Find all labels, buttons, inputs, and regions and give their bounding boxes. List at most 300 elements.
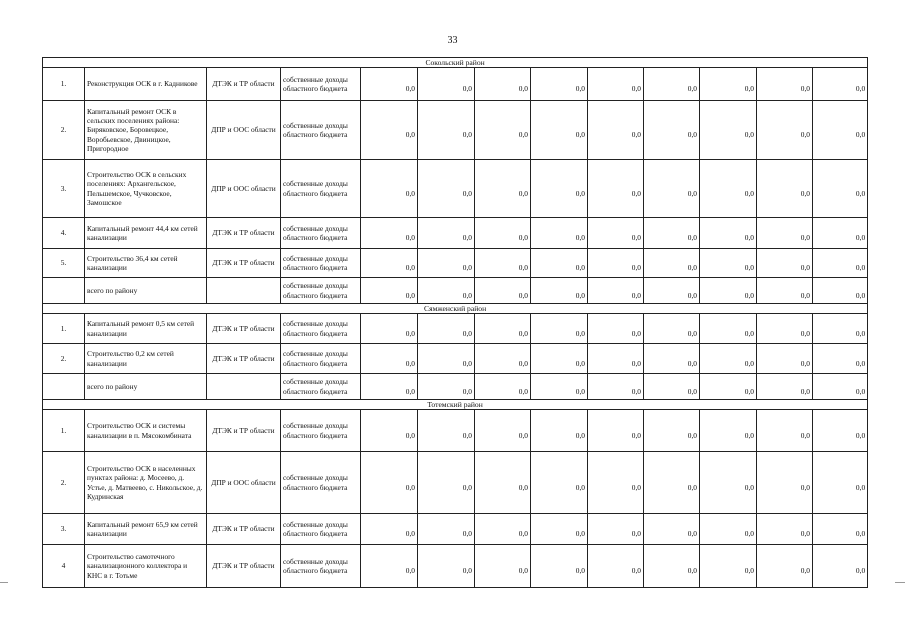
table-row (43, 249, 868, 278)
amount-value: 0,0 (800, 290, 810, 300)
amount-cell (700, 410, 757, 452)
amount-value: 0,0 (855, 358, 866, 368)
amount-cell (813, 545, 868, 588)
amount-value: 0,0 (575, 263, 585, 273)
amount-value: 0,0 (687, 482, 697, 492)
amount-value: 0,0 (855, 529, 866, 539)
amount-cell (700, 545, 757, 588)
funding-source: собственные доходы областного бюджета (281, 374, 361, 400)
measure-name: Капитальный ремонт 0,5 км сетей канализации (85, 314, 207, 344)
amount-value: 0,0 (687, 529, 697, 539)
amount-cell (588, 218, 644, 249)
amount-cell (813, 278, 868, 304)
amount-cell (475, 374, 531, 400)
amount-cell (757, 410, 813, 452)
amount-value: 0,0 (575, 566, 585, 576)
amount-cell (700, 218, 757, 249)
amount-cell (588, 344, 644, 374)
district-name: Тотемский район (43, 400, 868, 410)
amount-cell (644, 410, 700, 452)
amount-value: 0,0 (405, 430, 415, 440)
amount-cell (475, 101, 531, 160)
amount-value: 0,0 (855, 482, 866, 492)
amount-cell (588, 249, 644, 278)
amount-value: 0,0 (855, 430, 866, 440)
amount-cell (475, 68, 531, 101)
amount-value: 0,0 (631, 386, 641, 396)
amount-value: 0,0 (462, 328, 472, 338)
amount-value: 0,0 (405, 84, 415, 94)
executor (207, 374, 281, 400)
amount-cell (475, 410, 531, 452)
amount-cell (531, 344, 588, 374)
funding-source: собственные доходы областного бюджета (281, 278, 361, 304)
amount-cell (361, 218, 418, 249)
amount-value: 0,0 (405, 188, 415, 198)
amount-cell (757, 344, 813, 374)
page-number: 33 (447, 35, 458, 46)
amount-value: 0,0 (405, 358, 415, 368)
amount-value: 0,0 (518, 529, 528, 539)
amount-cell (757, 278, 813, 304)
amount-value: 0,0 (800, 482, 810, 492)
amount-cell (418, 314, 475, 344)
amount-cell (588, 68, 644, 101)
funding-source: собственные доходы областного бюджета (281, 101, 361, 160)
amount-value: 0,0 (462, 529, 472, 539)
row-number: 2. (43, 452, 85, 514)
amount-value: 0,0 (744, 529, 754, 539)
amount-value: 0,0 (744, 358, 754, 368)
amount-cell (644, 545, 700, 588)
amount-cell (361, 344, 418, 374)
amount-value: 0,0 (631, 290, 641, 300)
amount-value: 0,0 (518, 188, 528, 198)
amount-value: 0,0 (855, 263, 866, 273)
measure-name: Строительство ОСК и системы канализации в п. Мясокомбината (85, 410, 207, 452)
amount-cell (418, 410, 475, 452)
table-row (43, 344, 868, 374)
amount-cell (361, 249, 418, 278)
row-number: 3. (43, 160, 85, 218)
amount-value: 0,0 (631, 358, 641, 368)
amount-cell (644, 452, 700, 514)
amount-cell (418, 452, 475, 514)
amount-cell (700, 278, 757, 304)
amount-value: 0,0 (631, 130, 641, 140)
amount-value: 0,0 (800, 529, 810, 539)
amount-value: 0,0 (800, 263, 810, 273)
row-number: 2. (43, 344, 85, 374)
amount-cell (418, 160, 475, 218)
table-row (43, 545, 868, 588)
amount-cell (588, 514, 644, 545)
amount-cell (757, 545, 813, 588)
amount-cell (813, 452, 868, 514)
amount-cell (813, 410, 868, 452)
amount-cell (700, 68, 757, 101)
funding-source: собственные доходы областного бюджета (281, 410, 361, 452)
measure-name: Строительство ОСК в населенных пунктах района: д. Мосеево, д. Устье, д. Матвеево, с. Никольское, д. Кудринская (85, 452, 207, 514)
amount-cell (418, 545, 475, 588)
amount-cell (644, 514, 700, 545)
budget-table (42, 57, 868, 588)
amount-cell (700, 249, 757, 278)
amount-cell (588, 160, 644, 218)
table-row (43, 218, 868, 249)
executor: ДПР и ООС области (207, 101, 281, 160)
amount-value: 0,0 (575, 233, 585, 243)
amount-value: 0,0 (631, 188, 641, 198)
executor: ДТЭК и ТР области (207, 410, 281, 452)
amount-value: 0,0 (575, 290, 585, 300)
amount-cell (700, 160, 757, 218)
amount-cell (588, 545, 644, 588)
amount-value: 0,0 (631, 233, 641, 243)
amount-value: 0,0 (405, 566, 415, 576)
amount-value: 0,0 (631, 482, 641, 492)
amount-cell (813, 374, 868, 400)
row-number: 1. (43, 314, 85, 344)
amount-cell (418, 218, 475, 249)
amount-cell (531, 452, 588, 514)
amount-cell (757, 160, 813, 218)
amount-value: 0,0 (687, 233, 697, 243)
executor: ДТЭК и ТР области (207, 344, 281, 374)
executor: ДПР и ООС области (207, 160, 281, 218)
measure-name: Капитальный ремонт 44,4 км сетей канализации (85, 218, 207, 249)
table-row (43, 514, 868, 545)
funding-source: собственные доходы областного бюджета (281, 218, 361, 249)
amount-cell (813, 101, 868, 160)
amount-value: 0,0 (405, 233, 415, 243)
amount-cell (700, 514, 757, 545)
amount-cell (813, 314, 868, 344)
amount-cell (700, 101, 757, 160)
amount-cell (644, 344, 700, 374)
amount-value: 0,0 (575, 529, 585, 539)
amount-value: 0,0 (575, 84, 585, 94)
amount-cell (475, 452, 531, 514)
amount-value: 0,0 (405, 386, 415, 396)
amount-cell (813, 514, 868, 545)
funding-source: собственные доходы областного бюджета (281, 452, 361, 514)
measure-name: Строительство самотечного канализационного коллектора и КНС в г. Тотьме (85, 545, 207, 588)
amount-cell (588, 278, 644, 304)
amount-value: 0,0 (575, 386, 585, 396)
district-header-row (43, 58, 868, 68)
amount-cell (588, 452, 644, 514)
amount-cell (700, 314, 757, 344)
amount-value: 0,0 (405, 290, 415, 300)
amount-value: 0,0 (462, 430, 472, 440)
funding-source: собственные доходы областного бюджета (281, 344, 361, 374)
amount-value: 0,0 (687, 263, 697, 273)
amount-value: 0,0 (687, 290, 697, 300)
amount-cell (588, 101, 644, 160)
amount-value: 0,0 (462, 482, 472, 492)
executor: ДТЭК и ТР области (207, 218, 281, 249)
amount-value: 0,0 (687, 84, 697, 94)
amount-value: 0,0 (744, 263, 754, 273)
amount-cell (531, 160, 588, 218)
table-row (43, 278, 868, 304)
amount-value: 0,0 (744, 386, 754, 396)
table-row (43, 374, 868, 400)
amount-value: 0,0 (800, 386, 810, 396)
amount-value: 0,0 (631, 328, 641, 338)
amount-value: 0,0 (462, 290, 472, 300)
measure-name: Строительство 0,2 км сетей канализации (85, 344, 207, 374)
amount-value: 0,0 (631, 566, 641, 576)
amount-value: 0,0 (575, 482, 585, 492)
amount-value: 0,0 (744, 130, 754, 140)
funding-source: собственные доходы областного бюджета (281, 545, 361, 588)
amount-value: 0,0 (687, 130, 697, 140)
amount-value: 0,0 (518, 386, 528, 396)
amount-value: 0,0 (687, 328, 697, 338)
amount-value: 0,0 (744, 482, 754, 492)
amount-value: 0,0 (687, 566, 697, 576)
amount-value: 0,0 (631, 529, 641, 539)
amount-cell (361, 314, 418, 344)
amount-value: 0,0 (518, 84, 528, 94)
executor: ДТЭК и ТР области (207, 514, 281, 545)
funding-source: собственные доходы областного бюджета (281, 514, 361, 545)
amount-cell (361, 68, 418, 101)
amount-cell (757, 249, 813, 278)
amount-value: 0,0 (462, 566, 472, 576)
amount-value: 0,0 (744, 290, 754, 300)
scan-edge-mark (0, 582, 8, 583)
amount-cell (813, 344, 868, 374)
amount-cell (700, 374, 757, 400)
amount-value: 0,0 (800, 130, 810, 140)
table-row (43, 314, 868, 344)
amount-value: 0,0 (575, 358, 585, 368)
amount-cell (644, 218, 700, 249)
amount-value: 0,0 (462, 188, 472, 198)
amount-value: 0,0 (800, 233, 810, 243)
amount-cell (757, 374, 813, 400)
executor: ДТЭК и ТР области (207, 314, 281, 344)
row-number: 5. (43, 249, 85, 278)
row-number: 3. (43, 514, 85, 545)
amount-cell (531, 514, 588, 545)
amount-cell (361, 410, 418, 452)
measure-name: всего по району (85, 374, 207, 400)
amount-cell (361, 374, 418, 400)
amount-cell (475, 218, 531, 249)
amount-cell (361, 545, 418, 588)
executor (207, 278, 281, 304)
amount-value: 0,0 (405, 529, 415, 539)
amount-value: 0,0 (575, 130, 585, 140)
amount-cell (700, 344, 757, 374)
amount-value: 0,0 (800, 188, 810, 198)
amount-value: 0,0 (518, 430, 528, 440)
amount-value: 0,0 (462, 233, 472, 243)
amount-cell (531, 68, 588, 101)
funding-source: собственные доходы областного бюджета (281, 249, 361, 278)
amount-value: 0,0 (462, 84, 472, 94)
amount-value: 0,0 (687, 358, 697, 368)
amount-value: 0,0 (405, 263, 415, 273)
amount-cell (644, 101, 700, 160)
district-header-row (43, 400, 868, 410)
row-number: 1. (43, 68, 85, 101)
measure-name: Капитальный ремонт 65,9 км сетей канализации (85, 514, 207, 545)
amount-cell (757, 101, 813, 160)
amount-cell (588, 314, 644, 344)
district-name: Сямженский район (43, 304, 868, 314)
amount-cell (644, 68, 700, 101)
amount-value: 0,0 (800, 328, 810, 338)
amount-value: 0,0 (631, 84, 641, 94)
amount-cell (531, 218, 588, 249)
amount-cell (644, 314, 700, 344)
amount-cell (418, 249, 475, 278)
amount-cell (475, 160, 531, 218)
table-row (43, 68, 868, 101)
amount-cell (531, 278, 588, 304)
funding-source: собственные доходы областного бюджета (281, 314, 361, 344)
table-row (43, 410, 868, 452)
amount-cell (588, 374, 644, 400)
amount-cell (475, 514, 531, 545)
amount-cell (644, 374, 700, 400)
row-number: 2. (43, 101, 85, 160)
amount-cell (361, 278, 418, 304)
amount-cell (644, 278, 700, 304)
amount-cell (813, 160, 868, 218)
amount-value: 0,0 (405, 130, 415, 140)
funding-source: собственные доходы областного бюджета (281, 68, 361, 101)
amount-cell (813, 218, 868, 249)
amount-value: 0,0 (687, 188, 697, 198)
amount-value: 0,0 (800, 430, 810, 440)
amount-cell (475, 545, 531, 588)
amount-value: 0,0 (462, 358, 472, 368)
amount-cell (361, 514, 418, 545)
amount-value: 0,0 (631, 430, 641, 440)
amount-cell (757, 218, 813, 249)
amount-value: 0,0 (518, 263, 528, 273)
executor: ДТЭК и ТР области (207, 68, 281, 101)
amount-value: 0,0 (744, 188, 754, 198)
row-number: 4. (43, 218, 85, 249)
amount-cell (531, 545, 588, 588)
amount-cell (531, 249, 588, 278)
amount-value: 0,0 (855, 130, 866, 140)
row-number: 4 (43, 545, 85, 588)
measure-name: Строительство 36,4 км сетей канализации (85, 249, 207, 278)
amount-cell (644, 160, 700, 218)
amount-cell (418, 278, 475, 304)
amount-value: 0,0 (855, 328, 866, 338)
amount-cell (418, 101, 475, 160)
amount-cell (588, 410, 644, 452)
amount-value: 0,0 (405, 482, 415, 492)
amount-cell (531, 314, 588, 344)
amount-value: 0,0 (800, 84, 810, 94)
executor: ДТЭК и ТР области (207, 249, 281, 278)
district-name: Сокольский район (43, 58, 868, 68)
amount-value: 0,0 (744, 328, 754, 338)
measure-name: Реконструкция ОСК в г. Кадникове (85, 68, 207, 101)
amount-cell (418, 344, 475, 374)
amount-value: 0,0 (462, 263, 472, 273)
amount-cell (644, 249, 700, 278)
amount-value: 0,0 (744, 566, 754, 576)
measure-name: Строительство ОСК в сельских поселениях: Архангельское, Пельшемское, Чучковское, Замошское (85, 160, 207, 218)
table-row (43, 101, 868, 160)
amount-value: 0,0 (518, 482, 528, 492)
amount-cell (757, 514, 813, 545)
amount-cell (361, 452, 418, 514)
amount-value: 0,0 (462, 386, 472, 396)
amount-value: 0,0 (631, 263, 641, 273)
amount-cell (531, 101, 588, 160)
amount-cell (757, 314, 813, 344)
row-number (43, 278, 85, 304)
amount-cell (361, 160, 418, 218)
amount-cell (418, 68, 475, 101)
amount-cell (813, 68, 868, 101)
amount-value: 0,0 (855, 188, 866, 198)
amount-value: 0,0 (518, 290, 528, 300)
amount-value: 0,0 (518, 328, 528, 338)
amount-cell (531, 374, 588, 400)
amount-value: 0,0 (687, 386, 697, 396)
amount-value: 0,0 (518, 233, 528, 243)
amount-value: 0,0 (462, 130, 472, 140)
amount-cell (418, 514, 475, 545)
amount-cell (757, 68, 813, 101)
executor: ДТЭК и ТР области (207, 545, 281, 588)
amount-cell (475, 344, 531, 374)
amount-value: 0,0 (518, 358, 528, 368)
amount-cell (475, 278, 531, 304)
amount-value: 0,0 (687, 430, 697, 440)
amount-value: 0,0 (518, 566, 528, 576)
amount-value: 0,0 (855, 290, 866, 300)
amount-value: 0,0 (855, 566, 866, 576)
amount-value: 0,0 (744, 430, 754, 440)
district-header-row (43, 304, 868, 314)
measure-name: всего по району (85, 278, 207, 304)
row-number: 1. (43, 410, 85, 452)
amount-cell (418, 374, 475, 400)
amount-cell (813, 249, 868, 278)
amount-cell (757, 452, 813, 514)
amount-value: 0,0 (855, 233, 866, 243)
amount-cell (700, 452, 757, 514)
scan-edge-mark (895, 582, 905, 583)
amount-cell (475, 314, 531, 344)
funding-source: собственные доходы областного бюджета (281, 160, 361, 218)
amount-value: 0,0 (744, 233, 754, 243)
amount-value: 0,0 (800, 358, 810, 368)
amount-value: 0,0 (518, 130, 528, 140)
amount-cell (475, 249, 531, 278)
amount-value: 0,0 (575, 328, 585, 338)
row-number (43, 374, 85, 400)
amount-cell (361, 101, 418, 160)
table-row (43, 452, 868, 514)
executor: ДПР и ООС области (207, 452, 281, 514)
amount-value: 0,0 (855, 386, 866, 396)
